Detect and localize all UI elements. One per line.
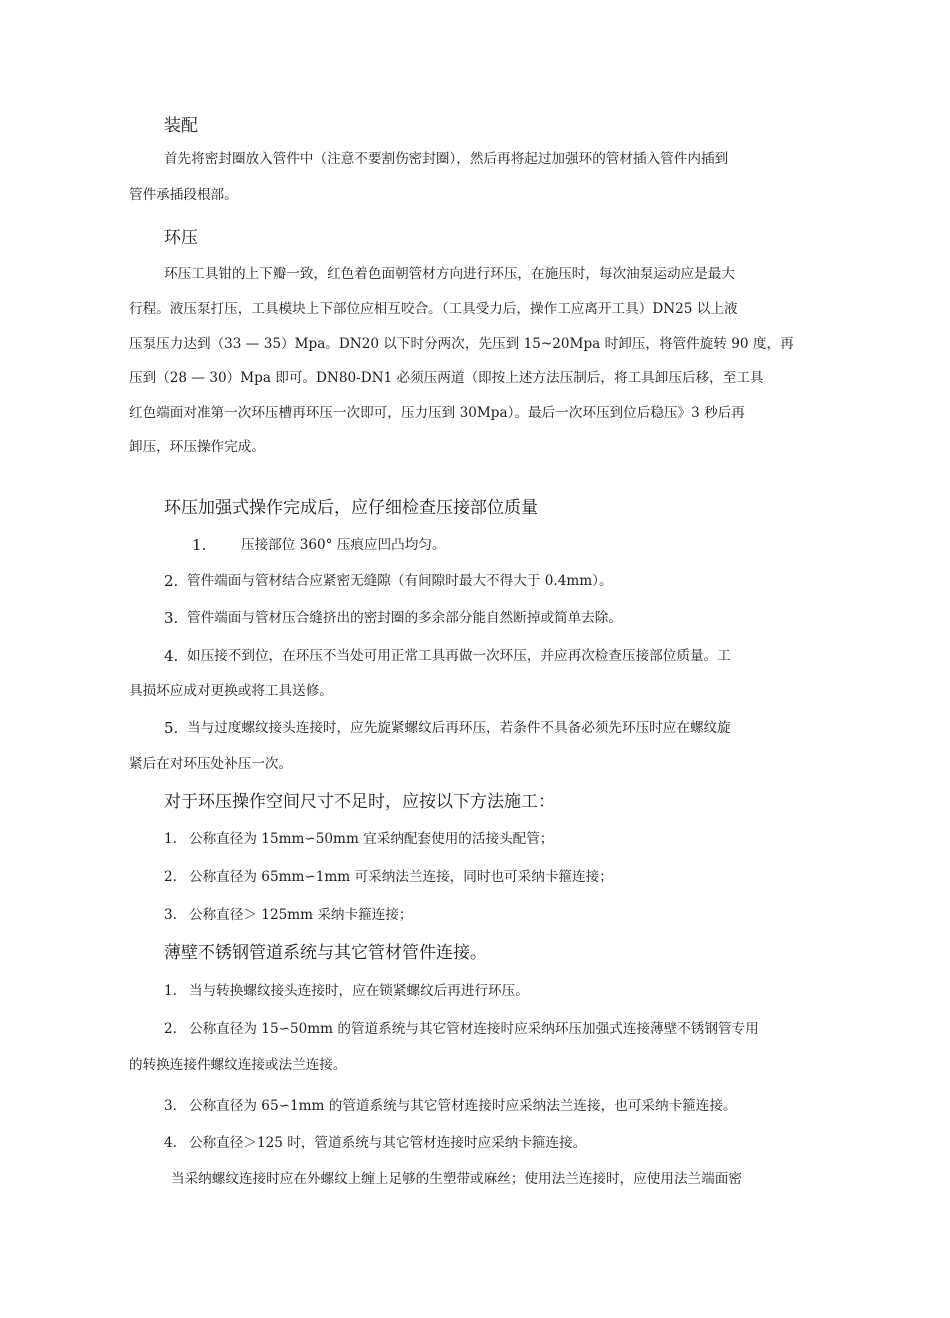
list-item-text: 公称直径为 15mm∽50mm 宜采纳配套使用的活接头配管；: [189, 831, 554, 847]
paragraph-line: 卸压，环压操作完成。: [129, 439, 265, 455]
section-heading-ring-press: 环压: [164, 228, 198, 248]
list-item-number: 2.: [164, 1021, 177, 1037]
list-item-text: 管件端面与管材压合缝挤出的密封圈的多余部分能自然断掉或简单去除。: [187, 610, 622, 626]
paragraph-line: 当采纳螺纹连接时应在外螺纹上缠上足够的生塑带或麻丝；使用法兰连接时，应使用法兰端面密: [171, 1171, 742, 1187]
list-item-number: 2.: [164, 869, 177, 885]
list-item-number: 5.: [164, 719, 179, 737]
list-item-number: 4.: [164, 1135, 177, 1151]
list-item-number: 2.: [164, 572, 179, 590]
list-item-number: 3.: [164, 609, 179, 627]
paragraph-line: 环压工具钳的上下瓣一致，红色着色面朝管材方向进行环压，在施压时，每次油泵运动应是最大: [164, 266, 735, 282]
list-item-text: 公称直径为 65mm∽1mm 可采纳法兰连接，同时也可采纳卡箍连接；: [189, 869, 613, 885]
list-item-number: 3.: [164, 907, 177, 923]
list-item-text: 紧后在对环压处补压一次。: [129, 756, 293, 772]
list-item-text: 公称直径为 15∽50mm 的管道系统与其它管材连接时应采纳环压加强式连接薄壁不锈钢管专用: [189, 1021, 759, 1037]
list-item-text: 公称直径＞ 125mm 采纳卡箍连接；: [189, 907, 413, 923]
section-heading-assembly: 装配: [164, 116, 198, 136]
paragraph-line: 管件承插段根部。: [129, 187, 238, 203]
section-heading-inspection: 环压加强式操作完成后，应仔细检查压接部位质量: [164, 498, 538, 518]
list-item-number: 1.: [164, 983, 177, 999]
list-item-text: 当与过度螺纹接头连接时，应先旋紧螺纹后再环压，若条件不具备必须先环压时应在螺纹旋: [187, 720, 731, 736]
paragraph-line: 首先将密封圈放入管件中（注意不要割伤密封圈），然后再将起过加强环的管材插入管件内插到: [164, 151, 729, 167]
paragraph-line: 压到（28 — 30）Mpa 即可。DN80-DN1 必须压两道（即按上述方法压制后，将工具卸压后移，至工具: [129, 370, 764, 386]
list-item-text: 管件端面与管材结合应紧密无缝隙（有间隙时最大不得大于 0.4mm）。: [187, 573, 613, 589]
list-item-number: 1.: [192, 536, 207, 554]
paragraph-line: 行程。液压泵打压，工具模块上下部位应相互咬合。（工具受力后，操作工应离开工具）DN25 以上液: [129, 301, 738, 317]
list-item-text: 公称直径＞125 时，管道系统与其它管材连接时应采纳卡箍连接。: [189, 1135, 587, 1151]
list-item-text: 如压接不到位，在环压不当处可用正常工具再做一次环压，并应再次检查压接部位质量。工: [187, 648, 731, 664]
list-item-text: 具损坏应成对更换或将工具送修。: [129, 683, 333, 699]
list-item-text: 当与转换螺纹接头连接时，应在锁紧螺纹后再进行环压。: [189, 983, 529, 999]
section-heading-insufficient-space: 对于环压操作空间尺寸不足时，应按以下方法施工：: [164, 792, 555, 812]
list-item-number: 3.: [164, 1098, 177, 1114]
paragraph-line: 红色端面对准第一次环压槽再环压一次即可，压力压到 30Mpa）。最后一次环压到位后稳压》3 秒后再: [129, 405, 745, 421]
list-item-text: 公称直径为 65∽1mm 的管道系统与其它管材连接时应采纳法兰连接，也可采纳卡箍连接。: [189, 1098, 737, 1114]
list-item-text: 的转换连接件螺纹连接或法兰连接。: [129, 1057, 347, 1073]
list-item-number: 1.: [164, 831, 177, 847]
section-heading-other-connection: 薄壁不锈钢管道系统与其它管材管件连接。: [164, 943, 487, 963]
list-item-text: 压接部位 360° 压痕应凹凸均匀。: [241, 537, 446, 553]
list-item-number: 4.: [164, 647, 179, 665]
paragraph-line: 压泵压力达到（33 — 35）Mpa。DN20 以下时分两次，先压到 15~20Mpa 时卸压，将管件旋转 90 度，再: [129, 336, 794, 352]
